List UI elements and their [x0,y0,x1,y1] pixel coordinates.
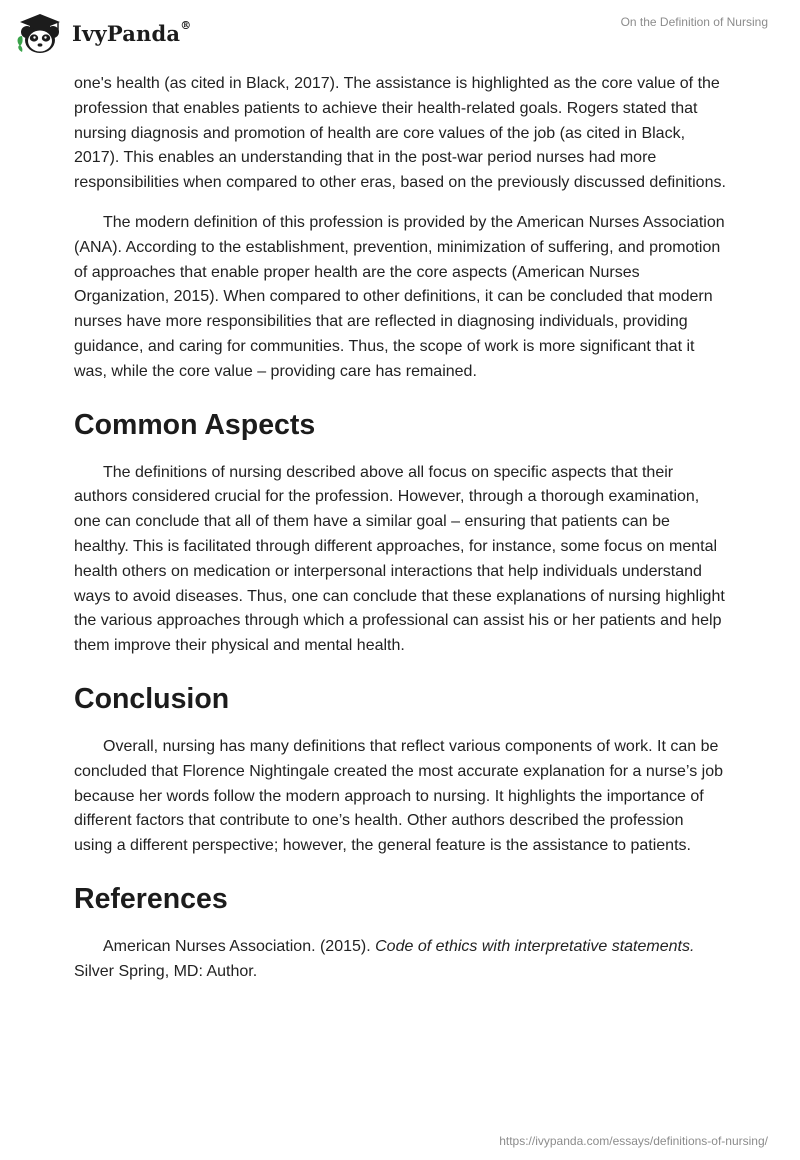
page-header [0,0,800,70]
reference-author-year: American Nurses Association. (2015). [103,937,376,955]
section-heading-common-aspects: Common Aspects [74,408,316,441]
essay-content [74,72,726,1000]
reference-title: Code of ethics with interpretative statements. [375,937,695,955]
paragraph: The modern definition of this profession is provided by the American Nurses Association (ANA). According to the establishment, prevention, minimization of suffering, and promotion of approaches that enable proper health are the core aspects (American Nurses Organization, 2015). When compared to other definitions, it can be concluded that modern nurses have more responsibilities that are reflected in diagnosing individuals, providing guidance, and caring for communities. Thus, the scope of work is more significant that it was, while the core value – providing care has remained. [74,213,725,380]
document-title: On the Definition of Nursing [620,15,768,29]
source-url[interactable]: https://ivypanda.com/essays/definitions-of-nursing/ [499,1134,768,1148]
paragraph: Overall, nursing has many definitions that reflect various components of work. It can be concluded that Florence Nightingale created the most accurate explanation for a nurse’s job because her words follow the modern approach to nursing. It highlights the importance of different factors that contribute to one’s health. Other authors described the profession using a different perspective; however, the general feature is the assistance to patients. [74,737,723,855]
brand-name: IvyPanda® [72,18,192,46]
reference-entry [74,935,726,985]
section-heading-references: References [74,882,228,915]
section-heading-conclusion: Conclusion [74,682,230,715]
paragraph: The definitions of nursing described above all focus on specific aspects that their authors considered crucial for the profession. However, through a thorough examination, one can conclude that all of them have a similar goal – ensuring that patients can be healthy. This is facilitated through different approaches, for instance, some focus on mental health others on medication or interpersonal interactions that help individuals understand ways to avoid diseases. Thus, one can conclude that these explanations of nursing highlight the various approaches through which a professional can assist his or her patients and help them improve their physical and mental health. [74,463,725,655]
panda-graduation-cap-icon [14,8,66,58]
reference-publisher: Silver Spring, MD: Author. [74,962,258,980]
ivypanda-logo[interactable] [14,8,191,58]
paragraph: one's health (as cited in Black, 2017). The assistance is highlighted as the core value of the profession that enables patients to achieve their health-related goals. Rogers stated that nursing diagnosis and promotion of health are core values of the job (as cited in Black, 2017). This enables an understanding that in the post-war period nurses had more responsibilities when compared to other eras, based on the previously discussed definitions. [74,75,726,192]
